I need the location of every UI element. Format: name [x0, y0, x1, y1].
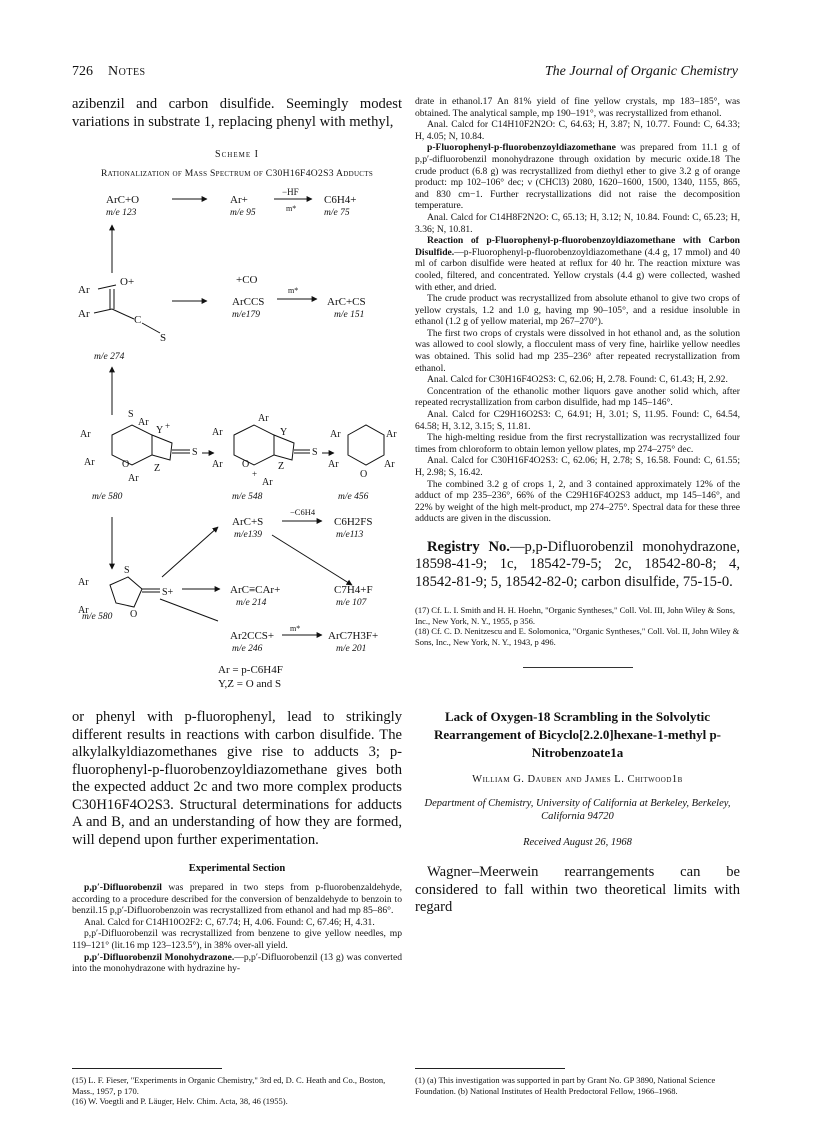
right-para-9: Concentration of the ethanolic mother liquors gave another solid which, after repeated recrystallization from carbon disulfide, had mp 145–146°.: [415, 385, 740, 409]
svg-text:Ar: Ar: [328, 459, 339, 470]
svg-text:O: O: [242, 459, 250, 470]
svg-text:Y: Y: [156, 425, 164, 436]
svg-text:Ar: Ar: [78, 577, 89, 588]
right-para-8: Anal. Calcd for C30H16F4O2S3: C, 62.06; H, 2.78. Found: C, 61.43; H, 2.92.: [427, 374, 728, 386]
right-para-13: The combined 3.2 g of crops 1, 2, and 3 contained approximately 12% of the adduct of mp 235–236°, 66% of the C29H16F4O2S3 adduct, mp 145–146°, and 22% by weight of the high melt-product, mp 274–275°. Spectral data for these three adducts are given in the discussion.: [415, 478, 740, 525]
structure-580: [80, 409, 198, 502]
ketene-o: O+: [120, 276, 135, 288]
scheme-legend-ar: Ar = p-C6H4F: [218, 664, 283, 676]
right-footnotes: [415, 1068, 740, 1096]
ion-arcar: ArC≡CAr+: [230, 584, 281, 596]
scheme-diagram: [72, 185, 402, 625]
svg-text:+: +: [165, 421, 171, 431]
page-number: 726: [72, 64, 93, 79]
structure-456-mass: m/e 456: [338, 492, 369, 502]
right-para-1: drate in ethanol.17 An 81% yield of fine yellow crystals, mp 183–185°, was obtained. The analytical sample, mp 190–191°, was recrystallized from ethanol.: [415, 96, 740, 119]
svg-text:S: S: [312, 447, 318, 458]
footnote-17: (17) Cf. L. I. Smith and H. H. Hoehn, "Organic Syntheses," Coll. Vol. III, John Wiley & Sons, Inc., New York, N. Y., 1955, p 356.: [415, 605, 735, 626]
ion-c7h4f: C7H4+F: [334, 584, 373, 596]
svg-text:Ar: Ar: [262, 477, 273, 488]
ion-ar: Ar+: [230, 194, 248, 206]
svg-text:Ar: Ar: [138, 417, 149, 428]
svg-text:Ar: Ar: [212, 459, 223, 470]
right-para-6: The crude product was recrystallized from absolute ethanol to give two crops of yellow crystals, 1.2 and 1.0 g, having mp 90–105°, and a residue insoluble in ethanol (1.2 g of yellow material, mp 267–270°).: [415, 293, 740, 328]
ion-arccs2-mass: m/e 151: [334, 310, 365, 320]
ion-ar-mass: m/e 95: [230, 208, 256, 218]
svg-text:Y: Y: [280, 427, 288, 438]
left-footnotes: [72, 1068, 402, 1107]
right-para-5: Reaction of p-Fluorophenyl-p-fluorobenzoyldiazomethane with Carbon Disulfide.—p-Fluorophenyl-p-fluorobenzoyldiazomethane (4.4 g, 17 mmol) and 40 ml of carbon disulfide were heated at reflux for 40 hr. The reaction mixture was cooled, filtered, and concentrated. Yellow crystals (4.4 g) were collected, washed with ether, and dried.: [415, 235, 740, 293]
svg-text:O: O: [130, 609, 138, 620]
ion-arccs2: ArC+CS: [327, 296, 366, 308]
ion-c7h4f-mass: m/e 107: [336, 598, 367, 608]
ketene-s: S: [160, 332, 167, 344]
oxathiole-mass: m/e 580: [82, 612, 113, 622]
footnote-18: (18) Cf. C. D. Nenitzescu and E. Solomonica, "Organic Syntheses," Coll. Vol. II, John Wiley & Sons, Inc., New York, N. Y., 1943, p 496.: [415, 626, 740, 647]
svg-text:S: S: [192, 447, 198, 458]
right-para-12: Anal. Calcd for C30H16F4O2S3: C, 62.06; H, 2.78; S, 16.58. Found: C, 61.55; H, 2.98; S, 16.42.: [415, 455, 740, 478]
scheme-legend-yz: Y,Z = O and S: [218, 678, 282, 690]
svg-text:Ar: Ar: [80, 429, 91, 440]
exp-para-2: Anal. Calcd for C14H10O2F2: C, 67.74; H, 4.06. Found: C, 67.46; H, 4.31.: [84, 916, 375, 928]
ion-arcs: ArC+S: [232, 516, 264, 528]
exp-para-3: p,p′-Difluorobenzil was recrystallized from benzene to give yellow needles, mp 119–121° (lit.16 mp 123–123.5°), in 38% over-all yield.: [72, 928, 402, 951]
svg-text:Ar: Ar: [384, 459, 395, 470]
right-para-7: The first two crops of crystals were dissolved in hot ethanol and, as the solution was allowed to cool slowly, a flocculent mass of very fine, hairlike yellow needles was obtained. This solid had mp 235–236° after repeated recrystallization from ethanol.: [415, 327, 740, 374]
structure-548-mass: m/e 548: [232, 492, 263, 502]
ion-arco: ArC+O: [106, 194, 140, 206]
ketene-c: C: [134, 314, 142, 326]
right-para-3: p-Fluorophenyl-p-fluorobenzoyldiazomethane was prepared from 11.1 g of p,p′-difluorobenzil monohydrazone through oxidation by mecuric oxide.18 The crude product (6.8 g) was recrystallized from diethyl ether to give 3.2 g of orange product: mp 102–106° dec; ν (CHCl3) 2080, 1620–1600, 1500, 1340, 1155, 865, and 830 cm−1. Further recrystallizations did not raise the decomposition temperature.: [415, 142, 740, 212]
svg-text:Ar: Ar: [78, 605, 89, 616]
experimental-heading: Experimental Section: [188, 863, 286, 874]
ion-ar2ccs-mass: m/e 246: [232, 644, 263, 654]
journal-name: The Journal of Organic Chemistry: [544, 64, 738, 79]
ion-arcs-mass: m/e139: [234, 530, 262, 540]
arrow-hf-label: −HF: [282, 187, 299, 197]
registry-numbers: Registry No.—p,p-Difluorobenzil monohydrazone, 18598-41-9; 1c, 18542-79-5; 2c, 18542-80-8; 4, 18542-81-9; 5, 18542-82-0; carbon disulfide, 75-15-0.: [415, 538, 740, 590]
right-para-11: The high-melting residue from the first recrystallization was recrystallized four times from chloroform to obtain lemon yellow plates, mp 274–275° dec.: [415, 432, 740, 455]
structure-580-mass: m/e 580: [92, 492, 123, 502]
article-affiliation: Department of Chemistry, University of California at Berkeley, Berkeley, California 94720: [424, 798, 731, 823]
ion-arcar-mass: m/e 214: [236, 598, 267, 608]
left-para-after: or phenyl with p-fluorophenyl, lead to strikingly different results in reactions with carbon disulfide. The alkylalkyldiazomethanes give rise to adducts 3; p-fluorophenyl-p-fluorobenzoyldiazomethane gives both the expected adduct 2c and two more complex products C30H16F4O2S3. Structural determinations for adducts A and B, and an understanding of how they are formed, will depend upon further experimentation.: [72, 709, 402, 848]
svg-text:+: +: [252, 469, 258, 479]
svg-text:Ar: Ar: [84, 457, 95, 468]
ion-c6h2fs: C6H2FS: [334, 516, 373, 528]
ion-co: +CO: [236, 274, 258, 286]
exp-para-1: p,p′-Difluorobenzil was prepared in two steps from p-fluorobenzaldehyde, according to a procedure described for the conversion of benzaldehyde to benzoin to benzil.15 p,p′-Difluorobenzoin was recrystallized from ethanol and had mp 85–86°.: [72, 882, 402, 917]
ketene-ar2: Ar: [78, 308, 90, 320]
svg-text:S: S: [124, 565, 130, 576]
left-para-top: azibenzil and carbon disulfide. Seemingly modest variations in substrate 1, replacing phenyl with methyl,: [72, 96, 402, 130]
ion-ar2ccs: Ar2CCS+: [230, 630, 275, 642]
article-separator: [523, 667, 633, 668]
svg-text:Ar: Ar: [212, 427, 223, 438]
arrow-mstar-2: m*: [288, 286, 299, 295]
ion-c6h4-mass: m/e 75: [324, 208, 350, 218]
article-authors: William G. Dauben and James L. Chitwood1b: [472, 774, 683, 786]
svg-text:O: O: [360, 469, 368, 480]
ion-arccs-mass: m/e179: [232, 310, 260, 320]
scheme-subtitle: Rationalization of Mass Spectrum of C30H16F4O2S3 Adducts: [100, 168, 374, 179]
section-name: Notes: [108, 64, 146, 79]
scheme-diagram-bottom: [72, 612, 402, 705]
right-column: [415, 96, 740, 917]
exp-para-4: p,p′-Difluorobenzil Monohydrazone.—p,p′-Difluorobenzil (13 g) was converted into the monohydrazone with hydrazine hy-: [72, 951, 402, 975]
footnote-1: (1) (a) This investigation was supported in part by Grant No. GP 3890, National Science Foundation. (b) National Institutes of Health Predoctoral Fellow, 1966–1968.: [415, 1075, 716, 1096]
svg-text:Z: Z: [278, 461, 285, 472]
svg-text:Ar: Ar: [128, 473, 139, 484]
ketene-mass: m/e 274: [94, 352, 125, 362]
structure-456: [328, 425, 397, 502]
received-date: Received August 26, 1968: [523, 837, 632, 849]
svg-text:S+: S+: [162, 587, 174, 598]
running-header: [72, 64, 738, 84]
right-para-4: Anal. Calcd for C14H8F2N2O: C, 65.13; H, 3.12; N, 10.84. Found: C, 65.23; H, 3.36; N, 10.81.: [415, 211, 740, 235]
footnote-15: (15) L. F. Fieser, "Experiments in Organic Chemistry," 3rd ed, D. C. Heath and Co., Boston, Mass., 1957, p 170.: [72, 1075, 386, 1096]
arrow-mstar-1: m*: [286, 204, 297, 213]
svg-text:O: O: [122, 459, 130, 470]
svg-text:Ar: Ar: [330, 429, 341, 440]
right-para-10: Anal. Calcd for C29H16O2S3: C, 64.91; H, 3.01; S, 11.95. Found: C, 64.54, 64.58; H, 3.12, 3.15; S, 11.81.: [415, 409, 740, 432]
arrow-mstar-3: m*: [290, 624, 301, 633]
ion-arccs: ArCCS: [232, 296, 265, 308]
arrow-c6h4-label: −C6H4: [290, 507, 316, 517]
svg-text:Ar: Ar: [258, 413, 269, 424]
footnote-16: (16) W. Voegtli and P. Läuger, Helv. Chim. Acta, 38, 46 (1955).: [72, 1096, 288, 1106]
svg-text:Ar: Ar: [386, 429, 397, 440]
svg-text:S: S: [128, 409, 134, 420]
left-column: [72, 96, 402, 975]
ketene-ar1: Ar: [78, 284, 90, 296]
article-intro: Wagner–Meerwein rearrangements can be considered to fall within two theoretical limits with regard: [415, 864, 740, 916]
ion-arco-mass: m/e 123: [106, 208, 137, 218]
svg-text:Z: Z: [154, 463, 161, 474]
ion-arc7h3f: ArC7H3F+: [328, 630, 379, 642]
article-title: Lack of Oxygen-18 Scrambling in the Solvolytic Rearrangement of Bicyclo[2.2.0]hexane-1-methyl p-Nitrobenzoate1a: [433, 709, 721, 761]
scheme-title: Scheme I: [215, 149, 259, 160]
structure-548: [212, 413, 318, 502]
ion-c6h4: C6H4+: [324, 194, 357, 206]
ion-c6h2fs-mass: m/e113: [336, 530, 364, 540]
right-para-2: Anal. Calcd for C14H10F2N2O: C, 64.63; H, 3.87; N, 10.77. Found: C, 64.33; H, 4.05; N, 10.84.: [415, 119, 740, 142]
ion-arc7h3f-mass: m/e 201: [336, 644, 367, 654]
